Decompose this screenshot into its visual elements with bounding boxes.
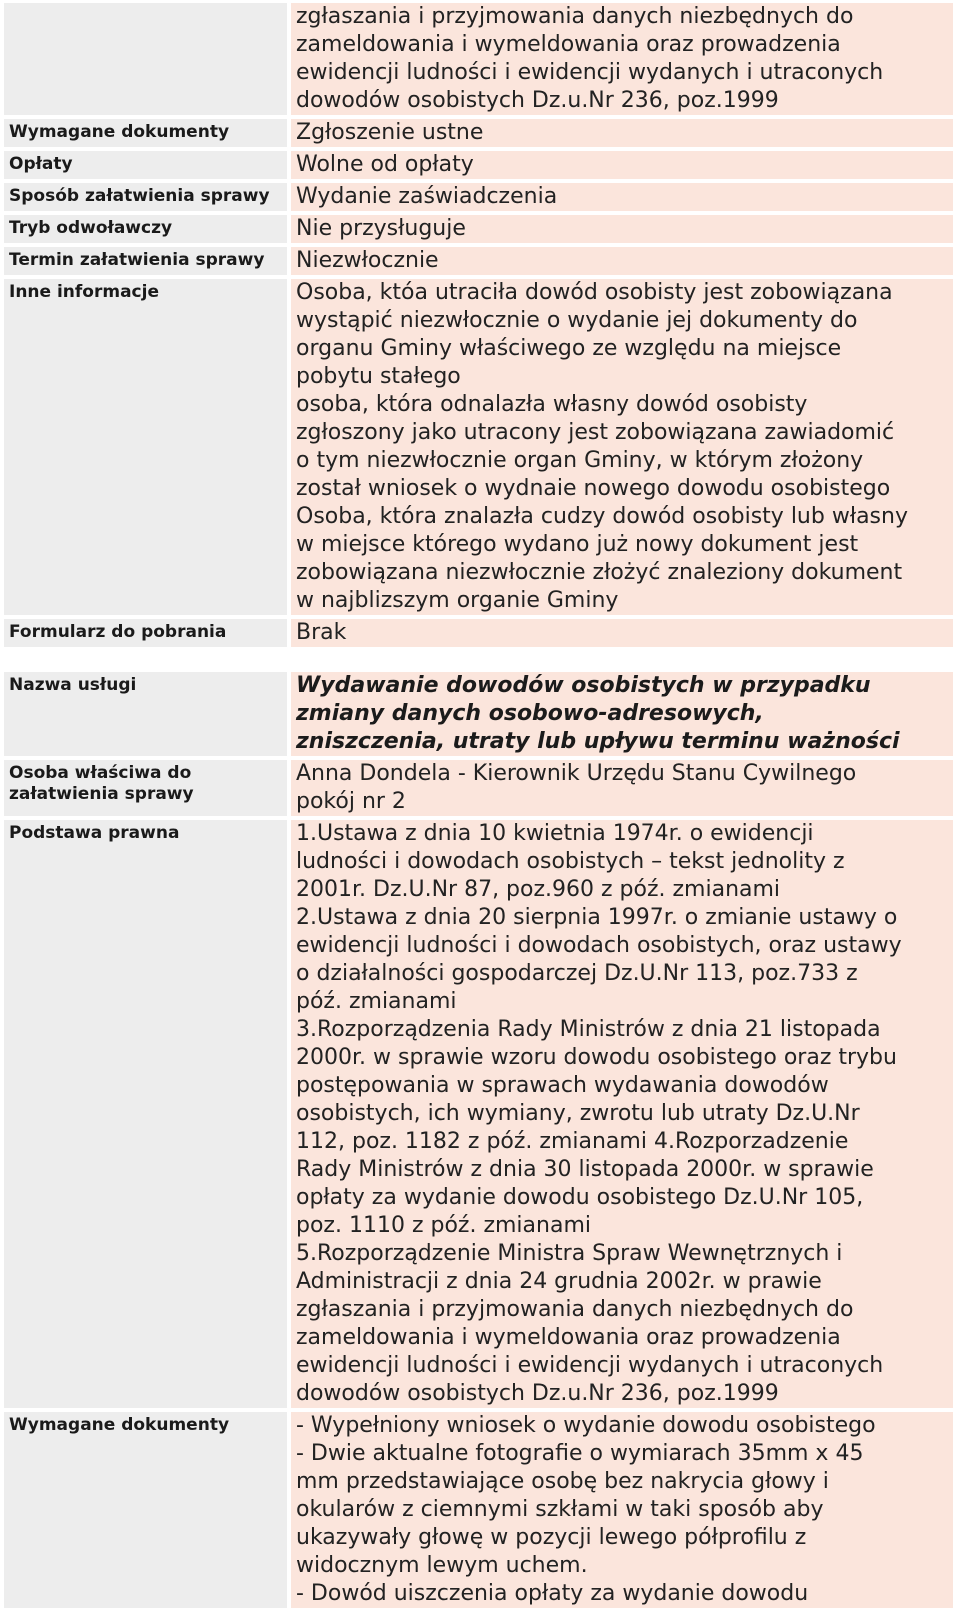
text-line: Rady Ministrów z dnia 30 listopada 2000r. w sprawie	[296, 1157, 874, 1182]
row-label: Inne informacje	[4, 279, 287, 619]
text-line: w miejsce którego wydano już nowy dokument jest	[296, 532, 859, 557]
table-row-handling-method	[4, 183, 953, 215]
text-line: postępowania w sprawach wydawania dowodów	[296, 1073, 829, 1098]
row-value	[287, 672, 953, 760]
text-line: pobytu stałego	[296, 364, 461, 389]
text-line: dowodów osobistych Dz.u.Nr 236, poz.1999	[296, 88, 779, 113]
text-line: 2000r. w sprawie wzoru dowodu osobistego oraz trybu	[296, 1045, 897, 1070]
text-line: ukazywały głowę w pozycji lewego półprofilu z	[296, 1525, 807, 1550]
text-line: Brak	[296, 620, 347, 645]
row-label: Podstawa prawna	[4, 820, 287, 1412]
text-line: ewidencji ludności i dowodach osobistych, oraz ustawy	[296, 933, 902, 958]
text-line: Wolne od opłaty	[296, 152, 474, 177]
row-value	[287, 1412, 953, 1612]
text-line: 2001r. Dz.U.Nr 87, poz.960 z póź. zmianami	[296, 877, 781, 902]
row-value	[287, 183, 953, 215]
text-line: opłaty za wydanie dowodu osobistego Dz.U.Nr 105,	[296, 1185, 864, 1210]
row-label: Nazwa usługi	[4, 672, 287, 760]
row-value	[287, 279, 953, 619]
text-line: Administracji z dnia 24 grudnia 2002r. w prawie	[296, 1269, 822, 1294]
text-line: ludności i dowodach osobistych – tekst jednolity z	[296, 849, 845, 874]
text-line: osoba, która odnalazła własny dowód osobisty	[296, 392, 808, 417]
text-line: zgłaszania i przyjmowania danych niezbędnych do	[296, 4, 854, 29]
table-row-deadline	[4, 247, 953, 279]
text-line: widocznym lewym uchem.	[296, 1553, 588, 1578]
text-line: Zgłoszenie ustne	[296, 120, 484, 145]
text-line: organu Gminy właściwego ze względu na miejsce	[296, 336, 842, 361]
text-line: został wniosek o wydnaie nowego dowodu osobistego	[296, 476, 891, 501]
text-line: w najblizszym organie Gminy	[296, 588, 619, 613]
text-line: - Dowód uiszczenia opłaty za wydanie dowodu	[296, 1581, 809, 1606]
table-row-required-documents	[4, 1412, 953, 1612]
text-line: Niezwłocznie	[296, 248, 439, 273]
text-line: Osoba, która znalazła cudzy dowód osobisty lub własny	[296, 504, 908, 529]
text-line: Anna Dondela - Kierownik Urzędu Stanu Cywilnego	[296, 761, 857, 786]
text-line: okularów z ciemnymi szkłami w taki sposób aby	[296, 1497, 824, 1522]
text-line: - Wypełniony wniosek o wydanie dowodu osobistego	[296, 1413, 876, 1438]
text-line: poz. 1110 z póź. zmianami	[296, 1213, 591, 1238]
text-line: 112, poz. 1182 z póź. zmianami 4.Rozporzadzenie	[296, 1129, 849, 1154]
text-line: o działalności gospodarczej Dz.U.Nr 113, poz.733 z	[296, 961, 858, 986]
service-title-line: zmiany danych osobowo-adresowych,	[296, 701, 764, 726]
row-label: Termin załatwienia sprawy	[4, 247, 287, 279]
row-value	[287, 247, 953, 279]
row-label	[4, 3, 287, 119]
text-line: zameldowania i wymeldowania oraz prowadzenia	[296, 32, 841, 57]
text-line: o tym niezwłocznie organ Gminy, w którym złożony	[296, 448, 864, 473]
row-value	[287, 619, 953, 651]
service-title-line: Wydawanie dowodów osobistych w przypadku	[296, 673, 871, 698]
row-value	[287, 3, 953, 119]
service-table-previous	[4, 3, 953, 651]
row-label: Sposób załatwienia sprawy	[4, 183, 287, 215]
text-line: ewidencji ludności i ewidencji wydanych i utraconych	[296, 60, 884, 85]
row-value	[287, 151, 953, 183]
text-line: dowodów osobistych Dz.u.Nr 236, poz.1999	[296, 1381, 779, 1406]
text-line: wystąpić niezwłocznie o wydanie jej dokumenty do	[296, 308, 858, 333]
text-line: - Dwie aktualne fotografie o wymiarach 35mm x 45	[296, 1441, 864, 1466]
row-label: Tryb odwoławczy	[4, 215, 287, 247]
row-value	[287, 119, 953, 151]
text-line: 2.Ustawa z dnia 20 sierpnia 1997r. o zmianie ustawy o	[296, 905, 898, 930]
service-table-id-cards	[4, 672, 953, 1612]
text-line: póź. zmianami	[296, 989, 457, 1014]
text-line: Osoba, któa utraciła dowód osobisty jest zobowiązana	[296, 280, 893, 305]
text-line: 3.Rozporządzenia Rady Ministrów z dnia 21 listopada	[296, 1017, 881, 1042]
row-label: Wymagane dokumenty	[4, 1412, 287, 1612]
table-row-other-information	[4, 279, 953, 619]
text-line: pokój nr 2	[296, 789, 406, 814]
table-row-required-documents	[4, 119, 953, 151]
table-row-fees	[4, 151, 953, 183]
table-row-appeal-procedure	[4, 215, 953, 247]
text-line: zobowiązana niezwłocznie złożyć znaleziony dokument	[296, 560, 903, 585]
text-line: mm przedstawiające osobę bez nakrycia głowy i	[296, 1469, 829, 1494]
text-line: zameldowania i wymeldowania oraz prowadzenia	[296, 1325, 841, 1350]
table-row-legal-basis-continued	[4, 3, 953, 119]
row-value	[287, 820, 953, 1412]
table-row-service-name	[4, 672, 953, 760]
service-title-line: zniszczenia, utraty lub upływu terminu ważności	[296, 729, 900, 754]
row-label: Formularz do pobrania	[4, 619, 287, 651]
text-line: Wydanie zaświadczenia	[296, 184, 558, 209]
text-line: 1.Ustawa z dnia 10 kwietnia 1974r. o ewidencji	[296, 821, 814, 846]
text-line: osobistych, ich wymiany, zwrotu lub utraty Dz.U.Nr	[296, 1101, 860, 1126]
row-label: Wymagane dokumenty	[4, 119, 287, 151]
text-line: zgłaszania i przyjmowania danych niezbędnych do	[296, 1297, 854, 1322]
table-row-download-form	[4, 619, 953, 651]
text-line: zgłoszony jako utracony jest zobowiązana zawiadomić	[296, 420, 895, 445]
text-line: ewidencji ludności i ewidencji wydanych i utraconych	[296, 1353, 884, 1378]
row-value	[287, 760, 953, 820]
row-value	[287, 215, 953, 247]
text-line: Nie przysługuje	[296, 216, 466, 241]
table-row-responsible-person	[4, 760, 953, 820]
table-row-legal-basis	[4, 820, 953, 1412]
row-label: Osoba właściwa do załatwienia sprawy	[4, 760, 287, 820]
text-line: 5.Rozporządzenie Ministra Spraw Wewnętrznych i	[296, 1241, 843, 1266]
row-label: Opłaty	[4, 151, 287, 183]
